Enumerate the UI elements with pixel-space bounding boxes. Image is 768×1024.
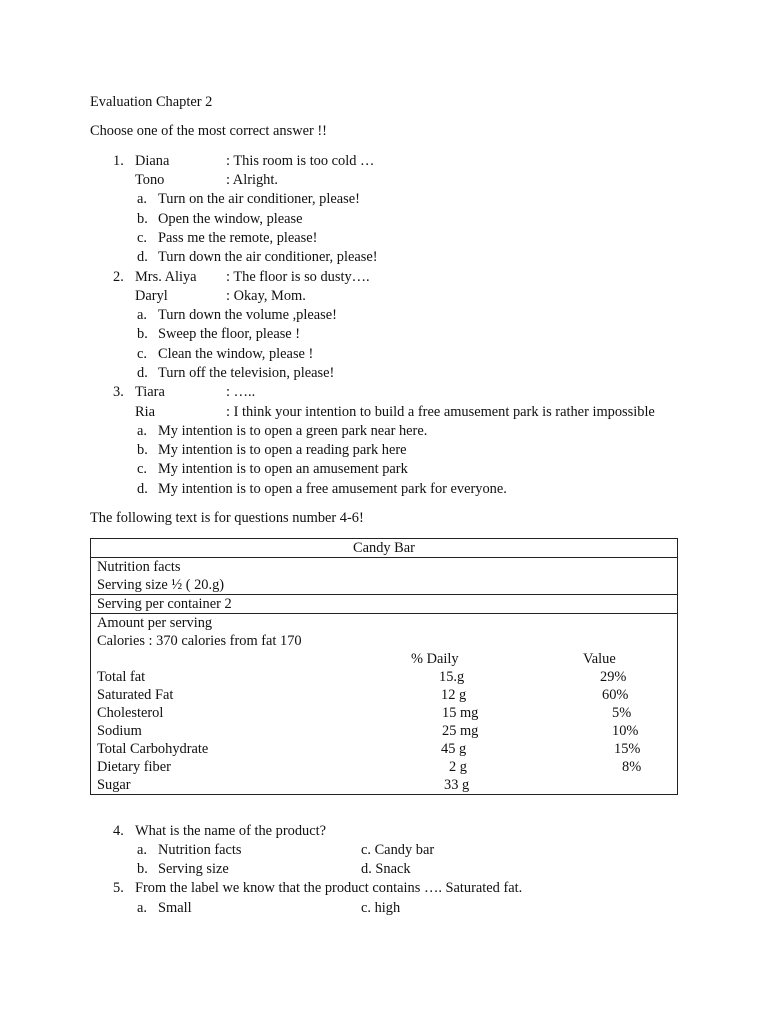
option-letter: d. (137, 481, 148, 497)
nutrient-percent: 10% (612, 723, 639, 739)
option-letter: a. (137, 842, 147, 858)
option-text: Turn off the television, please! (158, 365, 335, 381)
nutrient-amount: 15 mg (442, 705, 479, 721)
option-text: My intention is to open a free amusement park for everyone. (158, 481, 507, 497)
table-row (97, 740, 671, 758)
option-letter: d. (137, 365, 148, 381)
question-number: 4. (113, 823, 124, 839)
nutrient-name: Saturated Fat (97, 687, 174, 703)
table-row (97, 668, 671, 686)
serving-size: Serving size ½ ( 20.g) (97, 577, 225, 593)
calories: Calories : 370 calories from fat 170 (97, 633, 302, 649)
speaker: Ria (135, 404, 155, 420)
nutrient-percent: 8% (622, 759, 642, 775)
option-text: Turn down the air conditioner, please! (158, 249, 378, 265)
option-letter: a. (137, 307, 147, 323)
nutrient-percent: 5% (612, 705, 632, 721)
option-text: Nutrition facts (158, 842, 242, 858)
servings-per-container: Serving per container 2 (91, 595, 678, 614)
dialogue-line: : I think your intention to build a free amusement park is rather impossible (226, 404, 655, 420)
option-letter: b. (137, 861, 148, 877)
table-row (97, 704, 671, 722)
text-intro: The following text is for questions number 4-6! (90, 510, 364, 526)
speaker: Mrs. Aliya (135, 269, 197, 285)
speaker: Tiara (135, 384, 165, 400)
header-value: Value (583, 651, 616, 667)
option-letter: b. (137, 326, 148, 342)
nutrient-name: Cholesterol (97, 705, 164, 721)
option-text: My intention is to open an amusement park (158, 461, 408, 477)
nutrition-table (90, 538, 678, 795)
table-cell (91, 614, 678, 795)
dialogue-line: : This room is too cold … (226, 153, 375, 169)
option-text: Turn on the air conditioner, please! (158, 191, 360, 207)
option-letter: b. (137, 211, 148, 227)
nutrient-name: Total fat (97, 669, 146, 685)
option-letter: c. (137, 230, 147, 246)
option-text: My intention is to open a green park near here. (158, 423, 428, 439)
nutrient-percent: 60% (602, 687, 629, 703)
question-text: What is the name of the product? (135, 823, 327, 839)
table-row (97, 686, 671, 704)
header-daily: % Daily (411, 651, 459, 667)
dialogue-line: : The floor is so dusty…. (226, 269, 370, 285)
nutrient-amount: 25 mg (442, 723, 479, 739)
table-title: Candy Bar (91, 539, 678, 558)
nutrient-amount: 2 g (449, 759, 467, 775)
option-text: Turn down the volume ,please! (158, 307, 337, 323)
option-letter: a. (137, 900, 147, 916)
option-letter: b. (137, 442, 148, 458)
option-text: c. high (361, 900, 401, 916)
instruction: Choose one of the most correct answer !! (90, 123, 327, 139)
nutrient-percent: 15% (614, 741, 641, 757)
speaker: Tono (135, 172, 165, 188)
nutrient-name: Total Carbohydrate (97, 741, 209, 757)
speaker: Diana (135, 153, 170, 169)
question-number: 2. (113, 269, 124, 285)
speaker: Daryl (135, 288, 168, 304)
dialogue-line: : ….. (226, 384, 256, 400)
nutrient-amount: 33 g (444, 777, 470, 793)
nutrient-amount: 12 g (441, 687, 467, 703)
question-number: 1. (113, 153, 124, 169)
nutrient-name: Sodium (97, 723, 142, 739)
table-cell (91, 558, 678, 595)
option-text: Serving size (158, 861, 229, 877)
option-text: Small (158, 900, 192, 916)
table-row (97, 776, 671, 794)
dialogue-line: : Okay, Mom. (226, 288, 306, 304)
amount-per-serving: Amount per serving (97, 615, 213, 631)
table-row (97, 722, 671, 740)
option-letter: a. (137, 423, 147, 439)
page-title: Evaluation Chapter 2 (90, 94, 213, 110)
option-letter: c. (137, 346, 147, 362)
option-text: Pass me the remote, please! (158, 230, 318, 246)
option-text: c. Candy bar (361, 842, 435, 858)
nutrient-name: Sugar (97, 777, 131, 793)
question-number: 5. (113, 880, 124, 896)
option-text: Sweep the floor, please ! (158, 326, 301, 342)
nutrient-percent: 29% (600, 669, 627, 685)
facts-label: Nutrition facts (97, 559, 181, 575)
table-row (97, 758, 671, 776)
nutrient-amount: 45 g (441, 741, 467, 757)
option-text: Clean the window, please ! (158, 346, 314, 362)
question-number: 3. (113, 384, 124, 400)
option-letter: a. (137, 191, 147, 207)
column-headers (97, 650, 671, 668)
question-text: From the label we know that the product contains …. Saturated fat. (135, 880, 523, 896)
option-letter: d. (137, 249, 148, 265)
nutrient-name: Dietary fiber (97, 759, 171, 775)
option-letter: c. (137, 461, 147, 477)
dialogue-line: : Alright. (226, 172, 278, 188)
option-text: My intention is to open a reading park here (158, 442, 407, 458)
nutrient-amount: 15.g (439, 669, 465, 685)
option-text: Open the window, please (158, 211, 303, 227)
option-text: d. Snack (361, 861, 411, 877)
